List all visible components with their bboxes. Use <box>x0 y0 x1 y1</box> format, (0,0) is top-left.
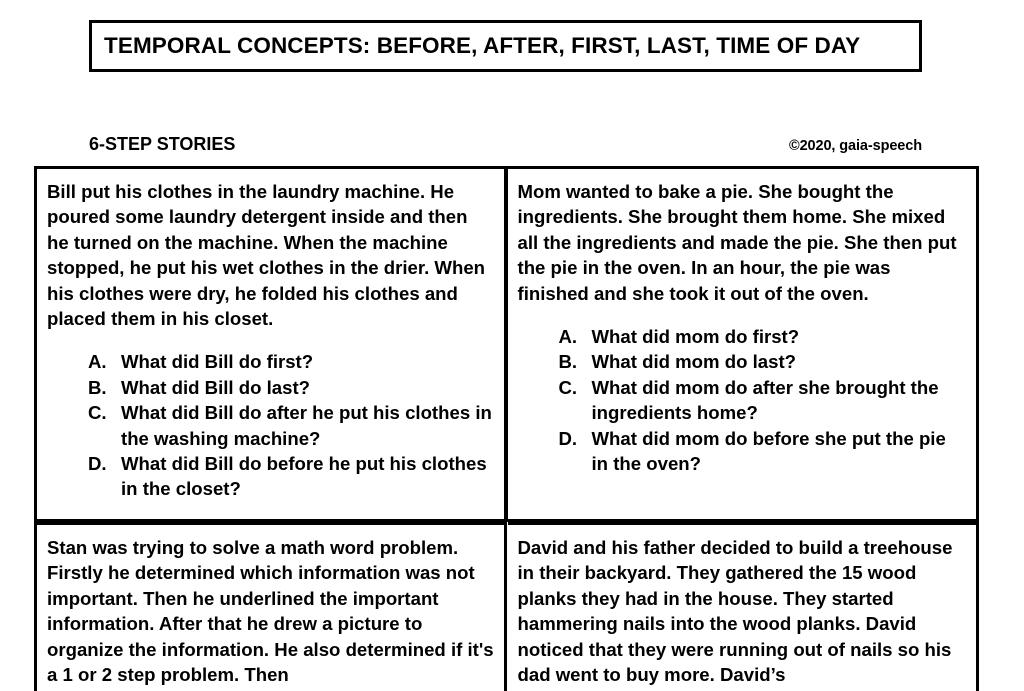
story-text: David and his father decided to build a treehouse in their backyard. They gathered the 15 wood planks they had in the house. They started hammering nails into the wood planks. David noticed that they were running out of nails so his dad went to buy more. David’s <box>517 537 953 686</box>
list-item <box>47 451 494 502</box>
story-text: Mom wanted to bake a pie. She bought the ingredients. She brought them home. She mixed all the ingredients and made the pie. She then put the pie in the oven. In an hour, the pie was finished and she took it out of the oven. <box>517 181 957 304</box>
worksheet-title-box <box>89 20 922 72</box>
table-cell-story-2 <box>508 166 982 522</box>
question-marker: A. <box>88 351 107 373</box>
story-text: Stan was trying to solve a math word problem. Firstly he determined which information was not important. Then he underlined the important information. After that he drew a picture to organize the information. He also determined if it's a 1 or 2 step problem. Then <box>47 537 494 686</box>
question-text: What did mom do last? <box>591 351 797 373</box>
question-text: What did Bill do after he put his clothes in the washing machine? <box>121 402 492 449</box>
question-list <box>518 324 966 476</box>
list-item <box>518 324 966 349</box>
question-text: What did Bill do before he put his clothes in the closet? <box>121 453 487 500</box>
question-text: What did Bill do last? <box>121 376 311 398</box>
question-text: What did mom do after she brought the ingredients home? <box>591 376 939 424</box>
story-card-mom-pie <box>505 166 979 522</box>
stories-table-row <box>34 522 981 691</box>
story-card-bill-laundry <box>34 166 507 522</box>
section-label: 6-STEP STORIES <box>89 134 236 154</box>
table-cell-story-4 <box>508 522 982 691</box>
question-marker: C. <box>88 402 107 424</box>
list-item <box>47 375 494 400</box>
question-marker: B. <box>558 351 578 373</box>
question-marker: D. <box>88 453 107 475</box>
table-cell-story-3 <box>34 522 508 691</box>
story-card-stan-math <box>34 522 507 691</box>
question-marker: B. <box>88 376 107 398</box>
story-card-david-treehouse <box>508 522 979 691</box>
list-item <box>518 349 966 374</box>
story-text: Bill put his clothes in the laundry machine. He poured some laundry detergent inside and then he turned on the machine. When the machine stopped, he put his wet clothes in the drier. When his clothes were dry, he folded his clothes and placed them in his closet. <box>47 181 486 330</box>
question-text: What did mom do before she put the pie in the oven? <box>591 427 946 475</box>
copyright-notice: ©2020, gaia-speech <box>788 138 922 154</box>
question-marker: C. <box>558 376 578 398</box>
question-marker: D. <box>558 427 578 449</box>
question-text: What did mom do first? <box>591 326 800 348</box>
list-item <box>518 426 966 477</box>
question-list <box>47 349 494 501</box>
list-item <box>47 400 494 451</box>
section-header-row <box>89 135 922 157</box>
stories-table-row <box>34 166 981 522</box>
list-item <box>518 375 966 426</box>
question-text: What did Bill do first? <box>121 351 314 373</box>
list-item <box>47 349 494 374</box>
stories-table <box>34 166 981 691</box>
question-marker: A. <box>558 326 578 348</box>
page-title: TEMPORAL CONCEPTS: BEFORE, AFTER, FIRST, LAST, TIME OF DAY <box>104 32 861 58</box>
table-cell-story-1 <box>34 166 508 522</box>
